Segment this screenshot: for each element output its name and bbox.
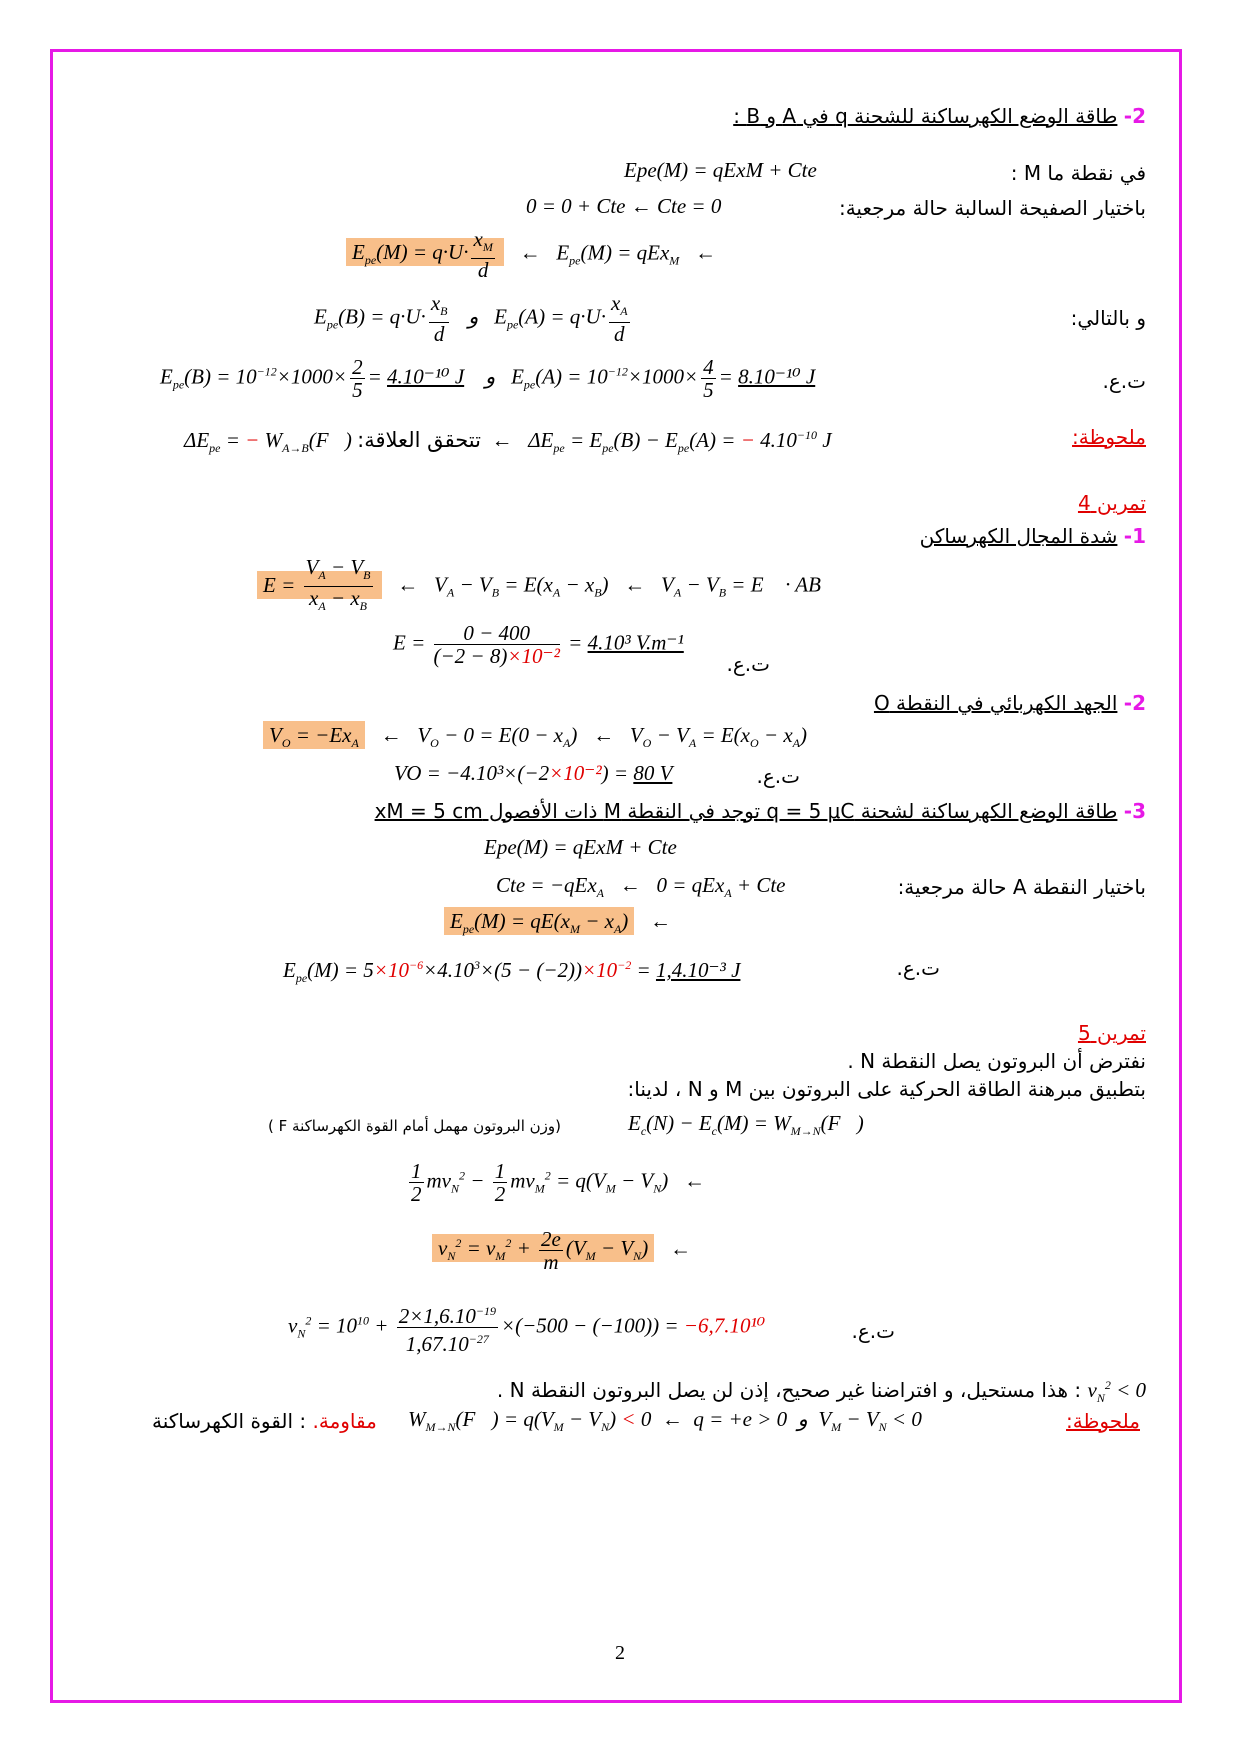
weight-note: (وزن البروتون مهمل أمام القوة الكهرساكنة F ) [268, 1117, 561, 1135]
resistive-line [152, 1408, 377, 1434]
field-denominator: (−2 − 8) [433, 644, 508, 668]
field-result: 4.10³ V.m⁻¹ [587, 630, 684, 655]
vn-boxed-eq: $v_N^2 = v_M^2$ + $\frac{2e}{m}$ $(V_M - V_N)$ ← [432, 1228, 691, 1273]
cte-zero-eq: 0 = 0 + Cte ← Cte = 0 [526, 194, 722, 218]
epe-AB-numeric: $E_{pe}(B) = 10^{-12}\times 1000\times$ $\frac{2}{5}$ = 4.10⁻¹⁰ J و $E_{pe}(A) = 10^{-12}\times 1000\times$ $\frac{4}{5}$ = 8.10⁻¹⁰ J [160, 355, 816, 402]
potential-calc: VO = −4.10³×(−2 [394, 761, 550, 785]
exercise-5-label: تمرين 5 [1077, 1021, 1146, 1045]
ex4-te3-label: ت.ع. [896, 956, 940, 980]
ex5-note-label [1066, 1408, 1140, 1434]
page-number: 2 [615, 1642, 625, 1664]
ex5-te-label: ت.ع. [851, 1319, 895, 1343]
verify-label: تتحقق العلاقة: [357, 428, 481, 452]
exercise-5-title [1078, 1020, 1146, 1046]
ex4-te1-label: ت.ع. [726, 652, 770, 676]
note-word: ملحوظة: [1072, 425, 1146, 449]
ex5-apply: بتطبيق مبرهنة الطاقة الحركية على البروتون بين M و N ، لدينا: [627, 1077, 1146, 1101]
epe-A-numeric: $E_{pe}(M) = 5\times 10^{-6}\times 4.10^3\times(5 - (-2))\times 10^{-2} = 1,4.10^{-3}$ J [283, 958, 741, 986]
q1-number: 1- [1123, 524, 1146, 548]
ke-expand-eq: $\frac{1}{2}$ $mv_N^2$ − $\frac{1}{2}$ $mv_M^2 = q(V_M - V_N)$ ← [411, 1159, 705, 1206]
therefore-label: و بالتالي: [1070, 306, 1146, 330]
vn-numeric: $v_N^2 = 10^{10}$ + $\frac{2\times 1,6.10^{-19}}{1,67.10^{-27}}$ ×(−500 − (−100)) = −6,7.10¹⁰ [288, 1300, 765, 1355]
note-word-2: ملحوظة: [1066, 1409, 1140, 1433]
epe-A-value: 8.10⁻¹⁰ J [738, 364, 816, 389]
q3-number: 3- [1123, 799, 1146, 823]
work-sign-eq: $W_{M\to N}(F⃗) = q(V_M - V_N) < 0$ ← q = +e > 0 و $V_M - V_N < 0$ [408, 1407, 922, 1435]
potential-factor: ×10⁻² [549, 761, 602, 785]
work-relation-eq: $\Delta E_{pe}$ = − $W_{A\to B}(F⃗)$ تتحقق العلاقة: ← $\Delta E_{pe} = E_{pe}(B) - E_{pe}(A)$ = − $4.10^{-10}$ J [184, 428, 832, 456]
field-denominator-factor: ×10⁻² [507, 644, 560, 668]
ex4-te2-label: ت.ع. [756, 764, 800, 788]
impossible-line: $v_N^2 < 0$ : هذا مستحيل، و افتراضنا غير صحيح، إذن لن يصل البروتون النقطة N . [496, 1378, 1146, 1406]
q3-title: طاقة الوضع الكهرساكنة لشحنة q = 5 μC توجد في النقطة M ذات الأفصول xM = 5 cm [374, 799, 1118, 823]
q2-number: 2- [1123, 691, 1146, 715]
section-2-heading [733, 103, 1146, 129]
ex4-q1-heading [920, 523, 1146, 549]
field-numerator: 0 − 400 [434, 622, 560, 645]
epe-boxed-eq: $E_{pe}(M) = q\cdot U\cdot$ $\frac{x_M}{d}$ ← $E_{pe}(M) = qEx_M$ ← [346, 228, 716, 281]
numeric-app-label: ت.ع. [1102, 369, 1146, 393]
epe-result: 1,4.10⁻³ J [655, 958, 741, 982]
resistive-word: مقاومة. [312, 1409, 377, 1433]
q2-title: الجهد الكهربائي في النقطة O [873, 691, 1118, 715]
ex4-epe-general: Epe(M) = qExM + Cte [484, 835, 677, 859]
exercise-4-title [1078, 490, 1146, 516]
epe-B-value: 4.10⁻¹⁰ J [387, 364, 465, 389]
epe-AB-symbolic: $E_{pe}(B) = q\cdot U\cdot$ $\frac{x_B}{d}$ و $E_{pe}(A) = q\cdot U\cdot$ $\frac{x_A}{d}$ [314, 291, 628, 347]
ex5-assume: نفترض أن البروتون يصل النقطة N . [847, 1049, 1146, 1073]
resistive-text: : القوة الكهرساكنة [152, 1409, 307, 1433]
choose-A-label: باختيار النقطة A حالة مرجعية: [897, 875, 1146, 899]
ex4-q3-heading [375, 798, 1146, 824]
potential-numeric: VO = −4.10³×(−2×10⁻²) = 80 V [394, 761, 673, 785]
section-number: 2- [1123, 104, 1146, 128]
note-label [1072, 424, 1146, 450]
ex4-q2-heading [874, 690, 1146, 716]
choose-plate-label: باختيار الصفيحة السالبة حالة مرجعية: [838, 196, 1146, 220]
at-point-label: في نقطة ما M : [1010, 161, 1146, 185]
exercise-4-label: تمرين 4 [1077, 491, 1146, 515]
section-title: طاقة الوضع الكهرساكنة للشحنة q في A و B : [733, 104, 1118, 128]
epe-general-eq: Epe(M) = qExM + Cte [624, 158, 817, 182]
cte-A-eq: Cte = −qEx$_A$ ← 0 = qEx$_A$ + Cte [496, 873, 786, 901]
q1-title: شدة المجال الكهرساكن [919, 524, 1118, 548]
ke-theorem-eq: $E_c(N) - E_c(M)$ = $W_{M\to N}(F⃗)$ [628, 1111, 864, 1139]
field-numeric: E = $\frac{0 - 400}{\text{(−2 − 8)×10⁻²}}$ = 4.10³ V.m⁻¹ [393, 621, 684, 668]
potential-result: 80 V [633, 761, 673, 785]
field-derivation: E = $\frac{V_A - V_B}{x_A - x_B}$ ← $V_A - V_B = E(x_A - x_B)$ ← $V_A - V_B$ = E⃗ · AB⃗ [257, 556, 837, 617]
vn-result: −6,7.10¹⁰ [683, 1313, 766, 1338]
impossible-text: : هذا مستحيل، و افتراضنا غير صحيح، إذن لن يصل البروتون النقطة N . [496, 1378, 1082, 1402]
potential-derivation: $V_O = -Ex_A$ ← $V_O - 0 = E(0 - x_A)$ ← $V_O - V_A = E(x_O - x_A)$ [263, 722, 807, 756]
epe-boxed-A: $E_{pe}(M) = qE(x_M - x_A)$ ← [444, 908, 671, 942]
